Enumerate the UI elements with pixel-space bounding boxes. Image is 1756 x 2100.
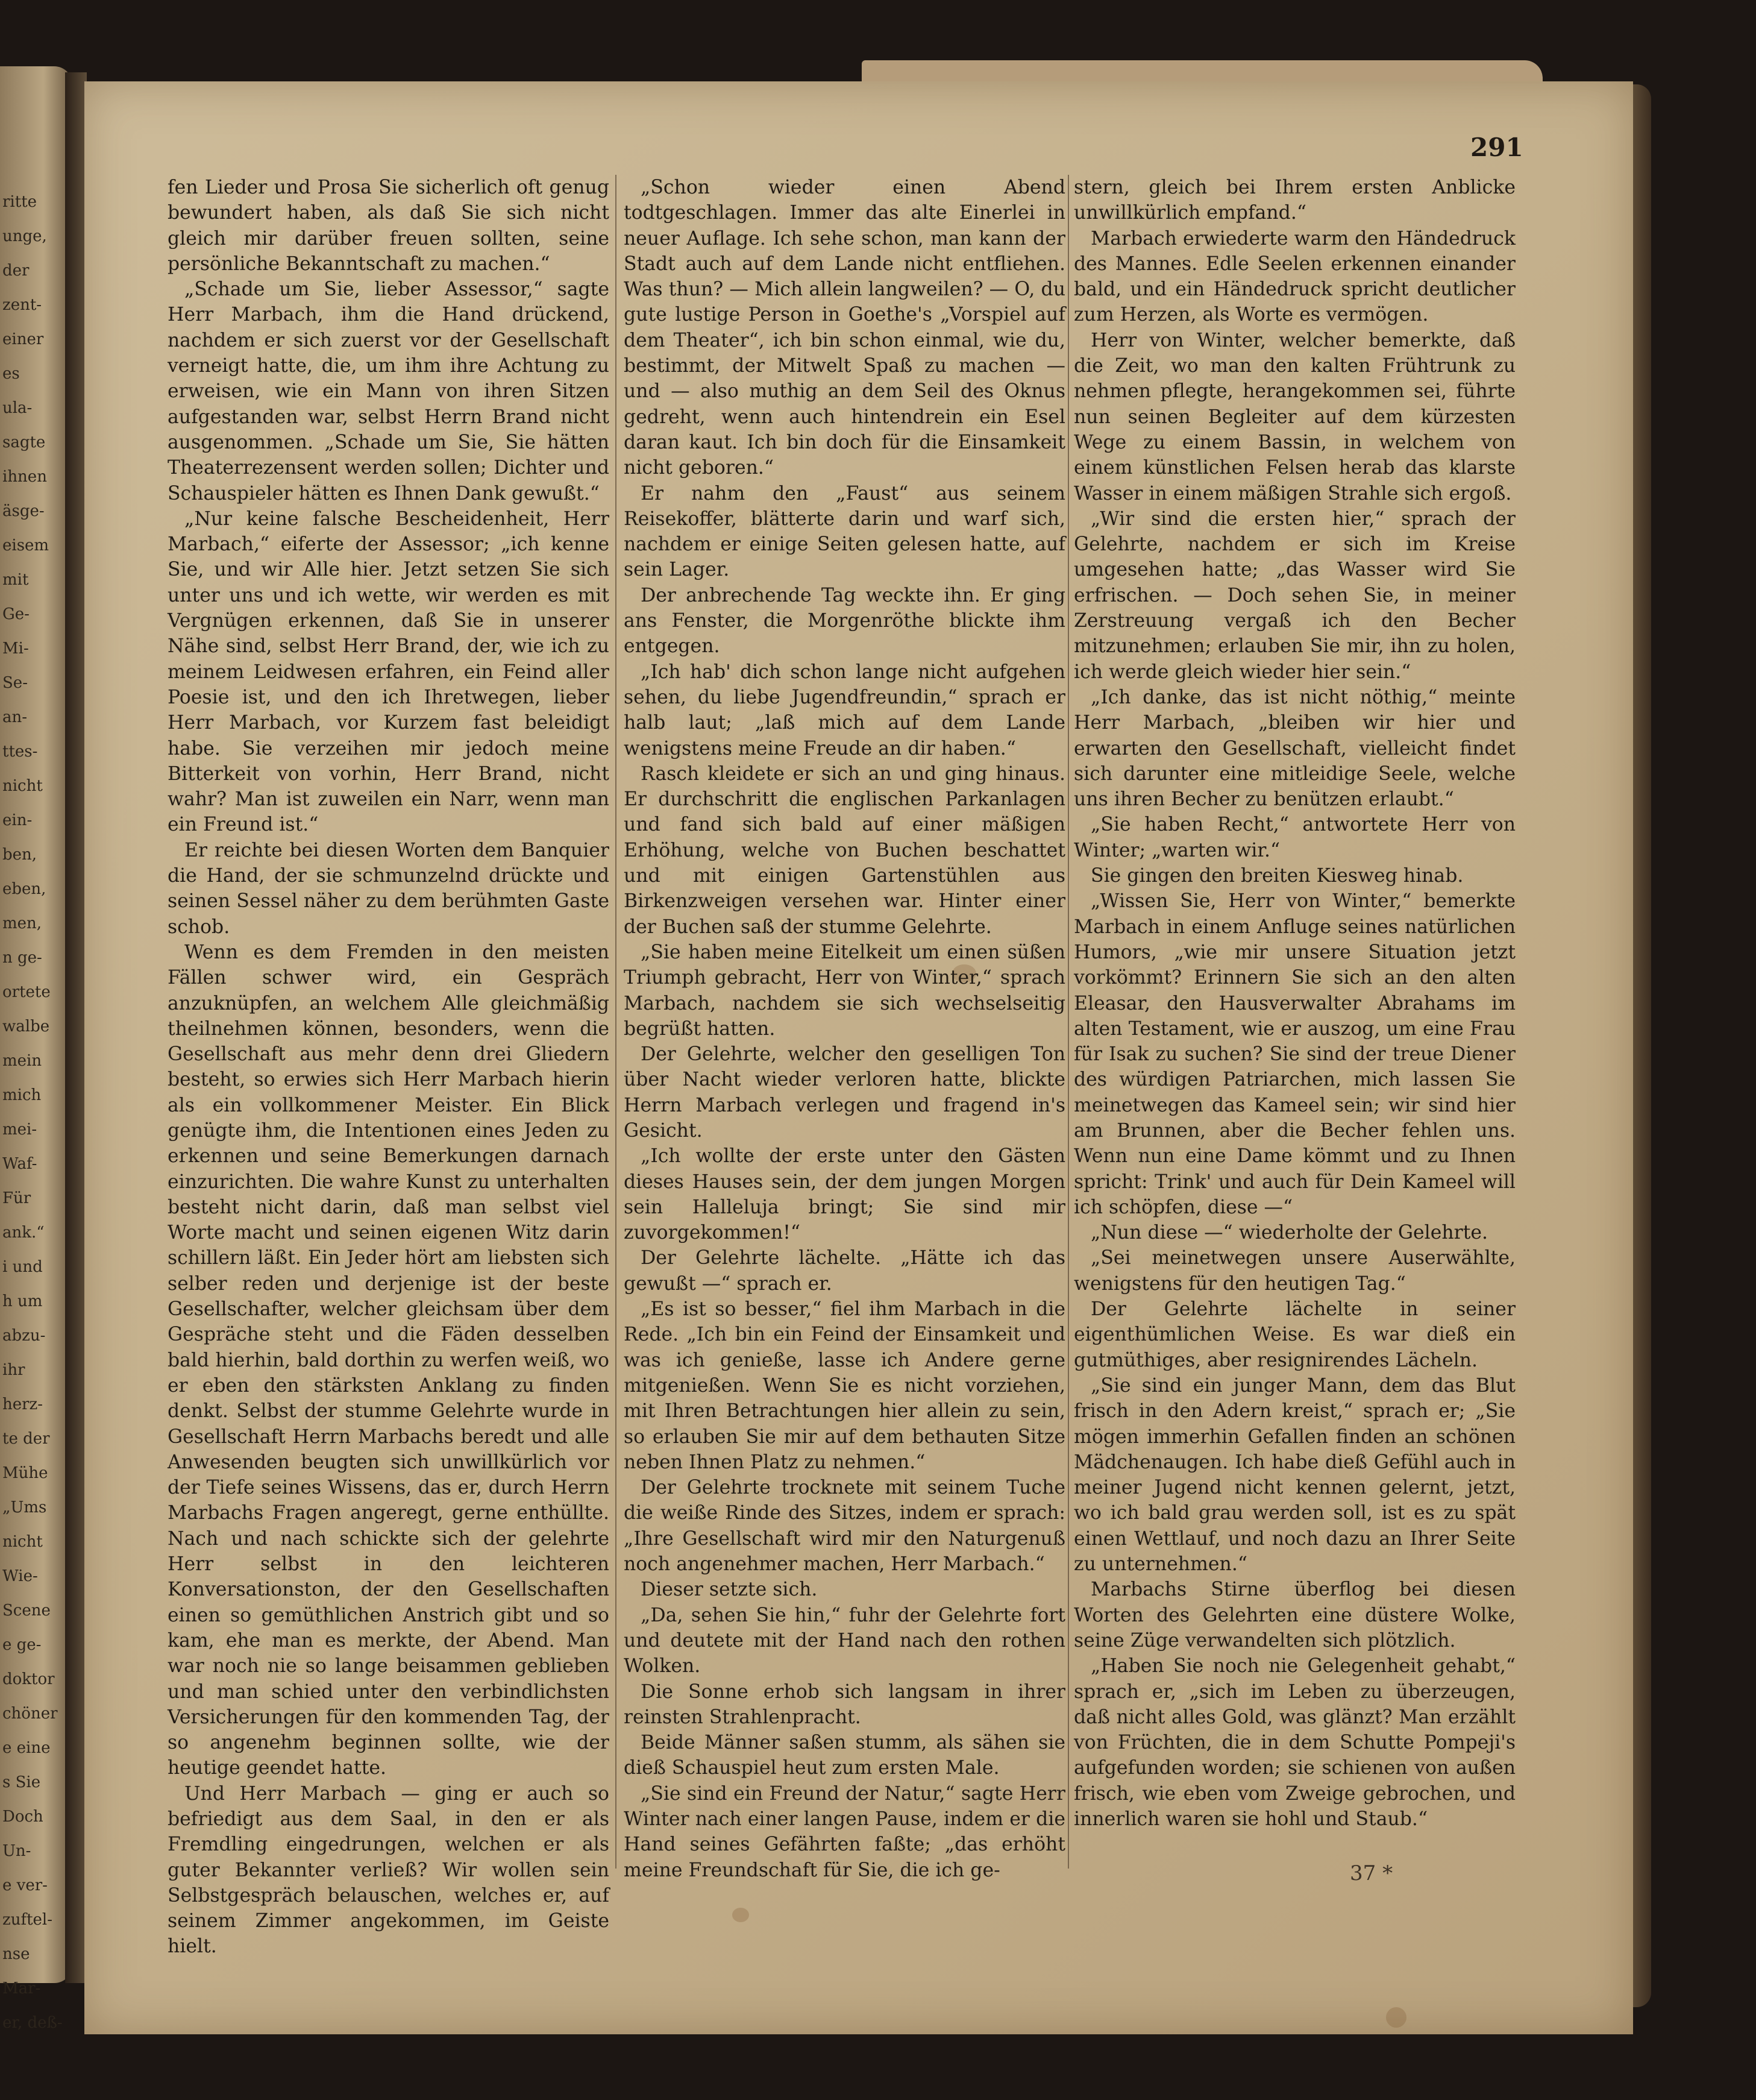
- left-page-fragment: „Ums: [2, 1498, 47, 1517]
- left-page-fragment: einer: [2, 330, 44, 348]
- paragraph: Beide Männer saßen stumm, als sähen sie dieß Schauspiel heut zum ersten Male.: [624, 1732, 1065, 1779]
- left-page-fragment: ritte: [2, 193, 37, 211]
- paragraph: Der Gelehrte lächelte. „Hätte ich das gewußt —“ sprach er.: [624, 1247, 1065, 1295]
- left-page-fragment: zent-: [2, 296, 42, 314]
- text-column-2: [624, 175, 1065, 1883]
- signature-mark: 37 *: [1350, 1861, 1393, 1885]
- left-page-fragment: eben,: [2, 880, 46, 898]
- column-divider: [1068, 175, 1069, 1869]
- left-page-fragment: te der: [2, 1430, 50, 1448]
- left-page-fragment: eisem: [2, 536, 49, 555]
- left-page-fragment: ula-: [2, 399, 33, 417]
- book-gutter: [65, 72, 87, 1983]
- left-page-fragment: h um: [2, 1292, 43, 1310]
- left-page-fragment: es: [2, 365, 20, 383]
- paragraph: Die Sonne erhob sich langsam in ihrer reinsten Strahlenpracht.: [624, 1680, 1065, 1728]
- left-page-fragment: walbe: [2, 1017, 50, 1036]
- left-page-fragment: Doch: [2, 1808, 43, 1826]
- paragraph: Wenn es dem Fremden in den meisten Fällen schwer wird, ein Gespräch anzuknüpfen, an welchem Alle gleichmäßig theilnehmen können, besonders, wenn die Gesellschaft aus mehr denn drei Gliedern besteht, so erwies sich Herr Marbach hierin als ein vollkommener Meister. Ein Blick genügte ihm, die Intentionen eines Jeden zu erkennen und seine Bemerkungen darnach einzurichten. Die wahre Kunst zu unterhalten besteht nicht darin, daß man selbst viel Worte macht und seinen eigenen Witz darin schillern läßt. Ein Jeder hört am liebsten sich selber reden und derjenige ist der beste Gesellschafter, welcher gleichsam über dem Gespräche steht und die Fäden desselben bald hierhin, bald dorthin zu werfen weiß, wo er eben den stärksten Anklang zu finden denkt. Selbst der stumme Gelehrte wurde in Gesellschaft Herrn Marbachs beredt und alle Anwesenden beugten sich unwillkürlich vor der Tiefe seines Wissens, das er, durch Herrn Marbachs Fragen angeregt, gerne enthüllte. Nach und nach schickte sich der gelehrte Herr selbst in den leichteren Konversationston, der den Gesellschaften einen so gemüthlichen Anstrich gibt und so kam, ehe man es merkte, der Abend. Man war noch nie so lange beisammen geblieben und man schied unter den verbindlichsten Versicherungen für den kommenden Tag, der so angenehm beginnen sollte, wie der heutige geendet hatte.: [168, 941, 609, 1779]
- left-page-fragment: s Sie: [2, 1773, 41, 1791]
- left-page-fragment: mei-: [2, 1121, 37, 1139]
- page-stain: [732, 1908, 749, 1922]
- left-page-fragment: nse: [2, 1945, 30, 1963]
- left-page-fragment: n ge-: [2, 949, 42, 967]
- paragraph: „Ich danke, das ist nicht nöthig,“ meinte Herr Marbach, „bleiben wir hier und erwarten den Gesellschaft, vielleicht findet sich darunter eine mitleidige Seele, welche uns ihren Becher zu benützen erlaubt.“: [1074, 686, 1516, 811]
- left-page-fragment: mein: [2, 1052, 42, 1070]
- left-page-fragment: doktor: [2, 1670, 55, 1688]
- left-page-fragment: nicht: [2, 1533, 43, 1551]
- paragraph: Er reichte bei diesen Worten dem Banquier die Hand, der sie schmunzelnd drückte und seinen Sessel näher zu dem berühmten Gaste schob.: [168, 839, 609, 938]
- left-page-fragment: ihnen: [2, 468, 47, 486]
- left-page-fragment: ortete: [2, 983, 51, 1001]
- paragraph: „Schon wieder einen Abend todtgeschlagen. Immer das alte Einerlei in neuer Auflage. Ich sehe schon, man kann der Stadt auch auf dem Lande nicht entfliehen. Was thun? — Mich allein langweilen? — O, du gute lustige Person in Goethe's „Vorspiel auf dem Theater“, ich bin schon einmal, wie du, bestimmt, der Mitwelt Spaß zu machen — und — also muthig an dem Seil des Oknus gedreht, wenn auch hintendrein ein Esel daran kaut. Ich bin doch für die Einsamkeit nicht geboren.“: [624, 177, 1065, 479]
- left-page-fragment: e ge-: [2, 1636, 42, 1654]
- paragraph: „Da, sehen Sie hin,“ fuhr der Gelehrte fort und deutete mit der Hand nach den rothen Wolken.: [624, 1604, 1065, 1677]
- left-page-fragment: nicht: [2, 777, 43, 795]
- left-page-edge: [0, 66, 72, 2032]
- paragraph: Der Gelehrte lächelte in seiner eigenthümlichen Weise. Es war dieß ein gutmüthiges, aber resignirendes Lächeln.: [1074, 1298, 1516, 1371]
- page-stain: [1386, 2007, 1406, 2028]
- left-page-fragment: äsge-: [2, 502, 45, 520]
- left-page-fragment: ihr: [2, 1361, 25, 1379]
- left-page-fragment: abzu-: [2, 1327, 46, 1345]
- paragraph: stern, gleich bei Ihrem ersten Anblicke unwillkürlich empfand.“: [1074, 177, 1516, 224]
- paragraph: „Haben Sie noch nie Gelegenheit gehabt,“ sprach er, „sich im Leben zu überzeugen, daß nicht alles Gold, was glänzt? Man erzählt von Früchten, die in dem Schutte Pompeji's aufgefunden worden; sie schienen von außen frisch, wie eben vom Zweige gebrochen, und innerlich waren sie hohl und Staub.“: [1074, 1655, 1516, 1830]
- left-page-fragment: Waf-: [2, 1155, 37, 1173]
- left-page-fragment: er, deß-: [2, 2014, 63, 2032]
- left-page-fragment: an-: [2, 708, 28, 726]
- left-page-fragment: ben,: [2, 846, 37, 864]
- left-page-fragment: Se-: [2, 674, 28, 692]
- paragraph: Der anbrechende Tag weckte ihn. Er ging ans Fenster, die Morgenröthe blickte ihm entgegen.: [624, 584, 1065, 658]
- left-page-fragment: Wie-: [2, 1567, 38, 1585]
- paragraph: „Ich wollte der erste unter den Gästen dieses Hauses sein, der dem jungen Morgen sein Halleluja bringt; Sie sind mir zuvorgekommen!“: [624, 1145, 1065, 1244]
- paragraph: „Wir sind die ersten hier,“ sprach der Gelehrte, nachdem er sich im Kreise umgesehen hatte; „das Wasser wird Sie erfrischen. — Doch sehen Sie, in meiner Zerstreuung vergaß ich den Becher mitzunehmen; erlauben Sie mir, ihn zu holen, ich werde gleich wieder hier sein.“: [1074, 508, 1516, 683]
- paragraph: Sie gingen den breiten Kiesweg hinab.: [1091, 865, 1464, 887]
- left-page-fragment: Mi-: [2, 640, 29, 658]
- paragraph: fen Lieder und Prosa Sie sicherlich oft genug bewundert haben, als daß Sie sich nicht gleich mir darüber freuen sollten, seine persönliche Bekanntschaft zu machen.“: [168, 177, 609, 275]
- left-page-fragment: Un-: [2, 1842, 31, 1860]
- left-page-fragment: e ver-: [2, 1876, 48, 1894]
- left-page-fragment: e eine: [2, 1739, 51, 1757]
- column-divider: [615, 175, 616, 1869]
- left-page-fragment: sagte: [2, 433, 46, 451]
- paragraph: „Schade um Sie, lieber Assessor,“ sagte Herr Marbach, ihm die Hand drückend, nachdem er sich zuerst vor der Gesellschaft verneigt hatte, die, um ihm ihre Achtung zu erweisen, wie ein Mann von ihren Sitzen aufgestanden war, selbst Herrn Brand nicht ausgenommen. „Schade um Sie, Sie hätten Theaterrezensent werden sollen; Dichter und Schauspieler hätten es Ihnen Dank gewußt.“: [168, 278, 609, 505]
- left-page-fragment: herz-: [2, 1395, 43, 1413]
- left-page-fragment: Scene: [2, 1602, 51, 1620]
- left-page-fragment: ttes-: [2, 743, 38, 761]
- paragraph: „Es ist so besser,“ fiel ihm Marbach in die Rede. „Ich bin ein Feind der Einsamkeit und was ich genieße, lasse ich Andere gerne mitgenießen. Wenn Sie es nicht vorziehen, mit Ihren Betrachtungen hier allein zu sein, so erlauben Sie mir auf dem bethauten Sitze neben Ihnen Platz zu nehmen.“: [624, 1298, 1065, 1473]
- left-page-fragment: der: [2, 262, 30, 280]
- left-page-fragment: mich: [2, 1086, 42, 1104]
- left-page-fragment: Mühe: [2, 1464, 48, 1482]
- paragraph: Der Gelehrte, welcher den geselligen Ton über Nacht wieder verloren hatte, blickte Herrn Marbach verlegen und fragend in's Gesicht.: [624, 1043, 1065, 1142]
- page-number: 291: [1470, 133, 1523, 162]
- paragraph: „Nur keine falsche Bescheidenheit, Herr Marbach,“ eiferte der Assessor; „ich kenne Sie, und wir Alle hier. Jetzt setzen Sie sich unter uns und ich wette, wir werden es mit Vergnügen erkennen, daß Sie in unserer Nähe sind, selbst Herr Brand, der, wie ich zu meinem Leidwesen erfahren, ein Feind aller Poesie ist, und den ich Ihretwegen, lieber Herr Marbach, vor Kurzem fast beleidigt habe. Sie verzeihen mir jedoch meine Bitterkeit von vorhin, Herr Brand, nicht wahr? Man ist zuweilen ein Narr, wenn man ein Freund ist.“: [168, 508, 609, 836]
- paragraph: „Wissen Sie, Herr von Winter,“ bemerkte Marbach in einem Anfluge seines natürlichen Humors, „wie mir unsere Situation jetzt vorkömmt? Erinnern Sie sich an den alten Eleasar, den Hausverwalter Abrahams im alten Testament, wie er auszog, um eine Frau für Isak zu suchen? Sie sind der treue Diener des würdigen Patriarchen, mich lassen Sie meinetwegen das Kameel sein; wir sind hier am Brunnen, aber die Becher fehlen uns. Wenn nun eine Dame kömmt und zu Ihnen spricht: Trink' und auch für Dein Kameel will ich schöpfen, diese —“: [1074, 890, 1516, 1218]
- left-page-fragment: men,: [2, 914, 42, 932]
- text-column-1: [168, 175, 609, 1960]
- left-page-fragment: mit: [2, 571, 29, 589]
- left-page-fragment: i und: [2, 1258, 43, 1276]
- paragraph: „Ich hab' dich schon lange nicht aufgehen sehen, du liebe Jugendfreundin,“ sprach er halb laut; „laß mich auf dem Lande wenigstens meine Freude an dir haben.“: [624, 661, 1065, 759]
- left-page-fragment: ein-: [2, 811, 33, 829]
- paragraph: Herr von Winter, welcher bemerkte, daß die Zeit, wo man den kalten Frühtrunk zu nehmen pflegte, herangekommen sei, führte nun seinen Begleiter auf dem kürzesten Wege zu einem Bassin, in welchem von einem künstlichen Felsen herab das klarste Wasser in einem mäßigen Strahle sich ergoß.: [1074, 329, 1516, 505]
- paragraph: Er nahm den „Faust“ aus seinem Reisekoffer, blätterte darin und warf sich, nachdem er einige Seiten gelesen hatte, auf sein Lager.: [624, 482, 1065, 581]
- paragraph: Rasch kleidete er sich an und ging hinaus. Er durchschritt die englischen Parkanlagen und fand sich bald auf einer mäßigen Erhöhung, welche von Buchen beschattet und mit einigen Gartenstühlen aus Birkenzweigen versehen war. Hinter einer der Buchen saß der stumme Gelehrte.: [624, 762, 1065, 938]
- paragraph: Der Gelehrte trocknete mit seinem Tuche die weiße Rinde des Sitzes, indem er sprach: „Ihre Gesellschaft wird mir den Naturgenuß noch angenehmer machen, Herr Marbach.“: [624, 1477, 1065, 1576]
- paragraph: „Nun diese —“ wiederholte der Gelehrte.: [1091, 1222, 1488, 1244]
- paragraph: „Sie haben meine Eitelkeit um einen süßen Triumph gebracht, Herr von Winter,“ sprach Marbach, nachdem sie sich wechselseitig begrüßt hatten.: [624, 941, 1065, 1040]
- left-page-fragment: chöner: [2, 1705, 58, 1723]
- paragraph: „Sie sind ein Freund der Natur,“ sagte Herr Winter nach einer langen Pause, indem er die Hand seines Gefährten faßte; „das erhöht meine Freundschaft für Sie, die ich ge-: [624, 1782, 1065, 1881]
- left-page-fragment: Ge-: [2, 605, 30, 623]
- left-page-fragment: Für: [2, 1189, 31, 1207]
- paragraph: „Sie sind ein junger Mann, dem das Blut frisch in den Adern kreist,“ sprach er; „Sie mögen immerhin Gefallen finden an schönen Mädchenaugen. Ich habe dieß Gefühl auch in meiner Jugend nicht kennen gelernt, jetzt, wo ich bald grau werden soll, ist es zu spät einen Wettlauf, und noch dazu an Ihrer Seite zu unternehmen.“: [1074, 1374, 1516, 1576]
- paragraph: Marbachs Stirne überflog bei diesen Worten des Gelehrten eine düstere Wolke, seine Züge verwandelten sich plötzlich.: [1074, 1579, 1516, 1652]
- paragraph: Dieser setzte sich.: [641, 1579, 818, 1601]
- left-page-fragment: ank.“: [2, 1224, 45, 1242]
- text-column-3: [1074, 175, 1516, 1832]
- left-page-fragment: Mar-: [2, 1979, 41, 1998]
- paragraph: Und Herr Marbach — ging er auch so befriedigt aus dem Saal, in den er als Fremdling eingedrungen, welchen er als guter Bekannter verließ? Wir wollen sein Selbstgespräch belauschen, welches er, auf seinem Zimmer angekommen, im Geiste hielt.: [168, 1782, 609, 1958]
- paragraph: „Sei meinetwegen unsere Auserwählte, wenigstens für den heutigen Tag.“: [1074, 1247, 1516, 1295]
- paragraph: „Sie haben Recht,“ antwortete Herr von Winter; „warten wir.“: [1074, 814, 1516, 861]
- left-page-fragment: zuftel-: [2, 1911, 53, 1929]
- paragraph: Marbach erwiederte warm den Händedruck des Mannes. Edle Seelen erkennen einander bald, und ein Händedruck spricht deutlicher zum Herzen, als Worte es vermögen.: [1074, 227, 1516, 326]
- left-page-fragment: unge,: [2, 227, 47, 245]
